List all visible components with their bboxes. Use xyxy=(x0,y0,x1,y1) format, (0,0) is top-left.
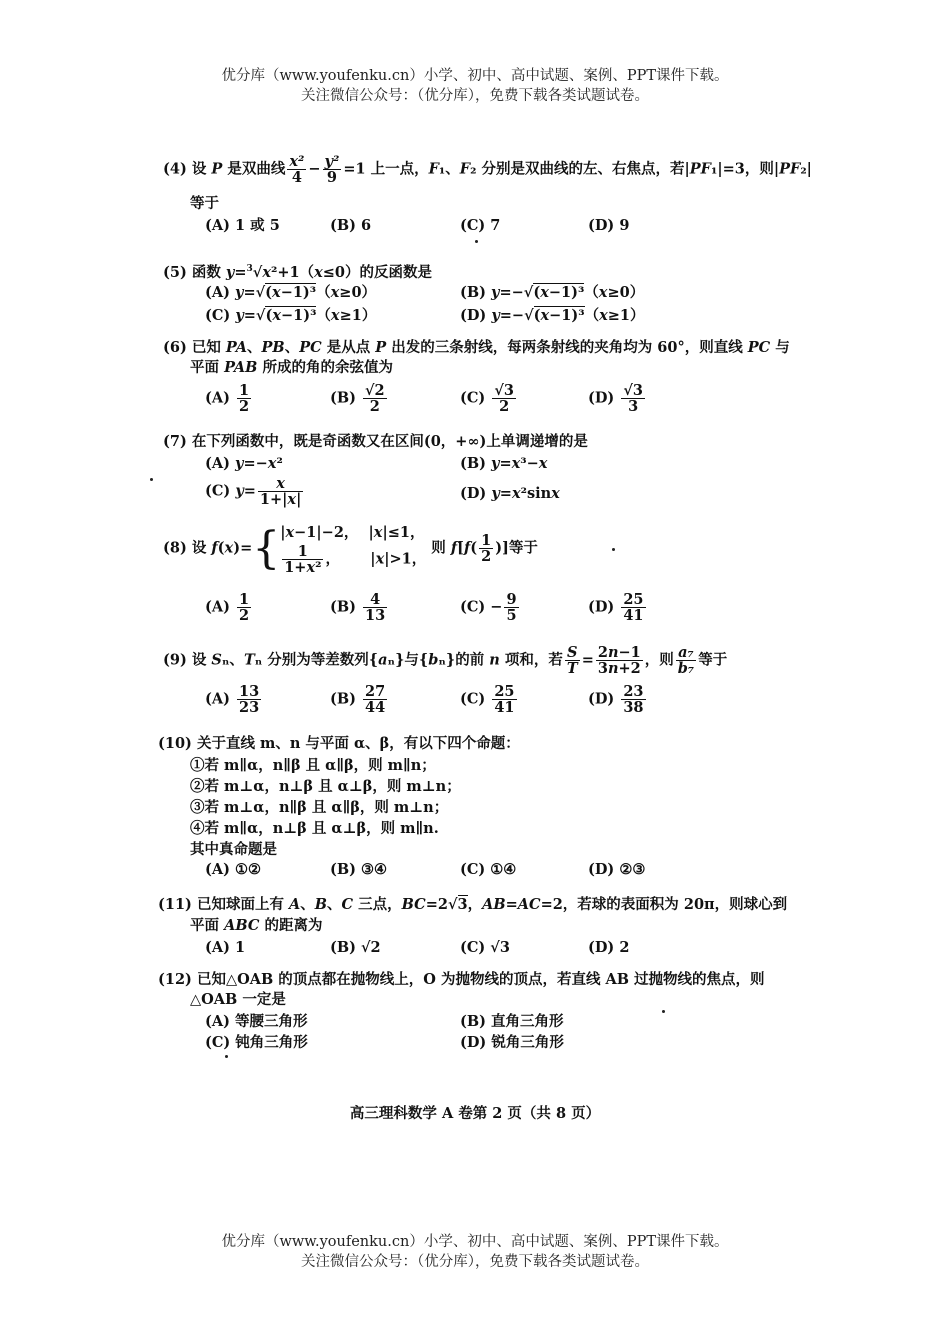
question-8: (8) 设 f(x)={|x−1|−2， |x|≤1， $\frac{1}{\text{1+x²}}$ ， |x|>1， 则 f[f( $\frac{1}{2}$ )]等于 xyxy=(163,522,538,576)
question-12-line2: △OAB 一定是 xyxy=(190,991,286,1008)
watermark-footer-line1: 优分库（www.youfenku.cn）小学、初中、高中试题、案例、PPT课件下载。 xyxy=(221,1234,729,1250)
watermark-header-line1: 优分库（www.youfenku.cn）小学、初中、高中试题、案例、PPT课件下载。 xyxy=(221,68,729,84)
q10-statement-3: ③若 m⊥α，n∥β 且 α∥β，则 m⊥n； xyxy=(190,799,449,816)
q7-option-d: (D) y=x²sinx xyxy=(460,485,560,502)
q8-option-b: (B) $\frac{4}{13}$ xyxy=(330,591,386,624)
scan-speck xyxy=(150,478,153,481)
scan-speck xyxy=(475,240,478,243)
question-6-line2: 平面 PAB 所成的角的余弦值为 xyxy=(190,359,393,376)
question-11: (11) 已知球面上有 A、B、C 三点，BC=2√3，AB=AC=2，若球的表面积为 20π，则球心到 xyxy=(158,896,788,913)
q10-option-c: (C) ①④ xyxy=(460,861,517,878)
q9-option-c: (C) $\frac{25}{41}$ xyxy=(460,683,515,716)
q11-option-a: (A) 1 xyxy=(205,939,246,956)
q5-option-b: (B) y=−√(x−1)³（x≥0） xyxy=(460,284,645,301)
question-4-line2: 等于 xyxy=(190,195,219,212)
q6-option-d: (D) $\frac{√3}{3}$ xyxy=(588,382,643,415)
q4-option-c: (C) 7 xyxy=(460,217,501,234)
scan-speck xyxy=(662,1010,665,1013)
q10-prompt: 其中真命题是 xyxy=(190,841,277,858)
q4-option-d: (D) 9 xyxy=(588,217,630,234)
q10-statement-1: ①若 m∥α，n∥β 且 α∥β，则 m∥n； xyxy=(190,757,436,774)
q9-option-b: (B) $\frac{27}{44}$ xyxy=(330,683,386,716)
q9-option-a: (A) $\frac{13}{23}$ xyxy=(205,683,260,716)
q10-statement-2: ②若 m⊥α，n⊥β 且 α⊥β，则 m⊥n； xyxy=(190,778,461,795)
q5-option-a: (A) y=√(x−1)³（x≥0） xyxy=(205,284,377,301)
q8-option-d: (D) $\frac{25}{41}$ xyxy=(588,591,644,624)
question-11-line2: 平面 ABC 的距离为 xyxy=(190,917,323,934)
q11-option-c: (C) √3 xyxy=(460,939,510,956)
q8-option-c: (C) − $\frac{9}{5}$ xyxy=(460,591,517,624)
watermark-footer-line2: 关注微信公众号：（优分库），免费下载各类试题试卷。 xyxy=(301,1254,649,1270)
q11-option-b: (B) √2 xyxy=(330,939,381,956)
question-9: (9) 设 Sₙ、Tₙ 分别为等差数列{aₙ}与{bₙ}的前 n 项和，若 $\frac{S}{T}$ = $\frac{2n-1}{3n+2}$ ，则 $\frac{\text{a₇}}{\text{b₇}}$ 等于 xyxy=(163,644,728,677)
q4-option-b: (B) 6 xyxy=(330,217,372,234)
scan-speck xyxy=(612,548,615,551)
q7-option-b: (B) y=x³−x xyxy=(460,455,548,472)
question-6: (6) 已知 PA、PB、PC 是从点 P 出发的三条射线，每两条射线的夹角均为 60°，则直线 PC 与 xyxy=(163,339,790,356)
q9-option-d: (D) $\frac{23}{38}$ xyxy=(588,683,644,716)
q7-option-a: (A) y=−x² xyxy=(205,455,283,472)
q10-option-d: (D) ②③ xyxy=(588,861,646,878)
q8-option-a: (A) $\frac{1}{2}$ xyxy=(205,591,250,624)
q10-statement-4: ④若 m∥α，n⊥β 且 α⊥β，则 m∥n. xyxy=(190,820,439,837)
question-12: (12) 已知△OAB 的顶点都在抛物线上，O 为抛物线的顶点，若直线 AB 过抛物线的焦点，则 xyxy=(158,971,765,988)
q4-option-a: (A) 1 或 5 xyxy=(205,217,280,234)
q12-option-b: (B) 直角三角形 xyxy=(460,1013,564,1030)
q11-option-d: (D) 2 xyxy=(588,939,630,956)
q6-option-c: (C) $\frac{√3}{2}$ xyxy=(460,382,514,415)
scan-speck xyxy=(225,1055,228,1058)
q5-option-d: (D) y=−√(x−1)³（x≥1） xyxy=(460,307,645,324)
question-5: (5) 函数 y=$^3$√x²+1（x≤0）的反函数是 xyxy=(163,263,432,281)
q12-option-a: (A) 等腰三角形 xyxy=(205,1013,308,1030)
q5-option-c: (C) y=√(x−1)³（x≥1） xyxy=(205,307,377,324)
q7-option-c: (C) y= $\frac{x}{1+|x|}$ xyxy=(205,475,302,508)
q10-option-b: (B) ③④ xyxy=(330,861,388,878)
q12-option-c: (C) 钝角三角形 xyxy=(205,1034,308,1051)
q10-option-a: (A) ①② xyxy=(205,861,262,878)
q12-option-d: (D) 锐角三角形 xyxy=(460,1034,564,1051)
question-4: (4) 设 P 是双曲线 $\frac{\text{x²}}{4}$ − $\frac{\text{y²}}{9}$ =1 上一点，F₁、F₂ 分别是双曲线的左、右焦点，若|PF₁|=3，则|PF₂| xyxy=(163,153,812,186)
question-7: (7) 在下列函数中，既是奇函数又在区间(0，+∞)上单调递增的是 xyxy=(163,433,588,450)
q6-option-a: (A) $\frac{1}{2}$ xyxy=(205,382,250,415)
question-10: (10) 关于直线 m、n 与平面 α、β，有以下四个命题： xyxy=(158,735,520,752)
q6-option-b: (B) $\frac{√2}{2}$ xyxy=(330,382,385,415)
page-footer: 高三理科数学 A 卷第 2 页（共 8 页） xyxy=(349,1105,601,1122)
watermark-header-line2: 关注微信公众号：（优分库），免费下载各类试题试卷。 xyxy=(301,88,649,104)
